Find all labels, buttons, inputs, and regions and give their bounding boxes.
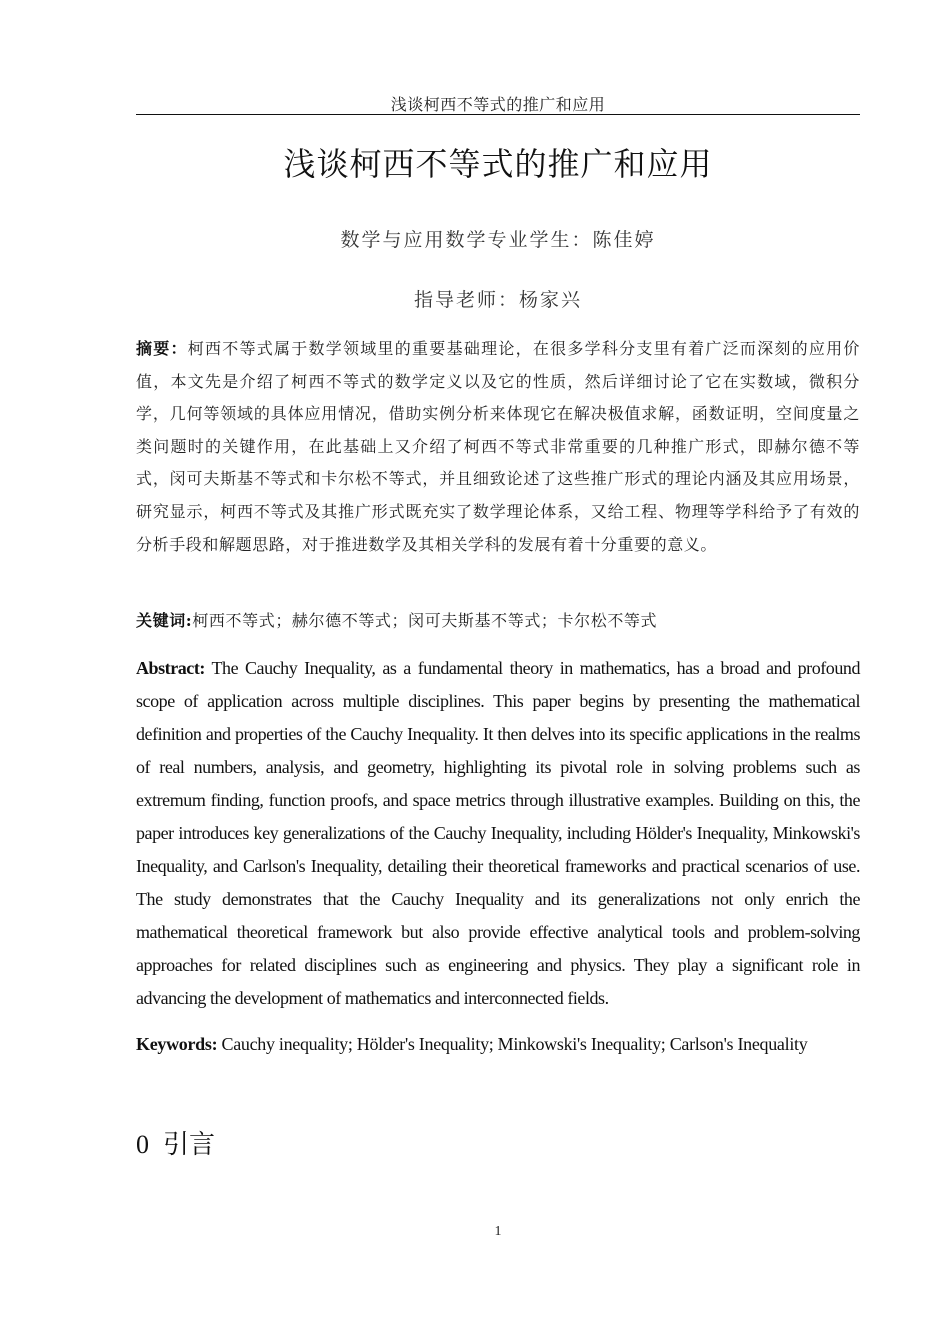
english-keywords (136, 1030, 860, 1058)
section-number: 0 (136, 1130, 149, 1159)
english-abstract-text: The Cauchy Inequality, as a fundamental theory in mathematics, has a broad and profound scope of application across multiple disciplines. This paper begins by presenting the mathematical definition and properties of the Cauchy Inequality. It then delves into its specific applications in the realms of real numbers, analysis, and geometry, highlighting its pivotal role in solving problems such as extremum finding, function proofs, and space metrics through illustrative examples. Building on this, the paper introduces key generalizations of the Cauchy Inequality, including Hölder's Inequality, Minkowski's Inequality, and Carlson's Inequality, detailing their theoretical frameworks and practical scenarios of use. The study demonstrates that the Cauchy Inequality and its generalizations not only enrich the mathematical theoretical framework but also provide effective analytical tools and problem-solving approaches for related disciplines such as engineering and physics. They play a significant role in advancing the development of mathematics and interconnected fields. (136, 658, 860, 1008)
chinese-keywords-text: 柯西不等式；赫尔德不等式；闵可夫斯基不等式；卡尔松不等式 (192, 611, 658, 630)
page-number: 1 (494, 1224, 502, 1239)
section-heading (136, 1124, 215, 1161)
author-line: 数学与应用数学专业学生：陈佳婷 (340, 229, 656, 251)
english-abstract (136, 652, 860, 1015)
chinese-keywords-label: 关键词: (136, 611, 193, 630)
chinese-abstract-text: 柯西不等式属于数学领域里的重要基础理论，在很多学科分支里有着广泛而深刻的应用价值，本文先是介绍了柯西不等式的数学定义以及它的性质，然后详细讨论了它在实数域，微积分学，几何等领域的具体应用情况，借助实例分析来体现它在解决极值求解，函数证明，空间度量之类问题时的关键作用，在此基础上又介绍了柯西不等式非常重要的几种推广形式，即赫尔德不等式，闵可夫斯基不等式和卡尔松不等式，并且细致论述了这些推广形式的理论内涵及其应用场景，研究显示，柯西不等式及其推广形式既充实了数学理论体系，又给工程、物理等学科给予了有效的分析手段和解题思路，对于推进数学及其相关学科的发展有着十分重要的意义。 (136, 339, 860, 554)
running-header: 浅谈柯西不等式的推广和应用 (390, 95, 606, 114)
english-keywords-text: Cauchy inequality; Hölder's Inequality; Minkowski's Inequality; Carlson's Inequality (217, 1034, 808, 1054)
section-title: 引言 (163, 1130, 216, 1160)
header-rule (136, 114, 860, 115)
english-abstract-label: Abstract: (136, 658, 205, 678)
advisor-line: 指导老师：杨家兴 (413, 289, 582, 311)
chinese-abstract-label: 摘要： (136, 339, 188, 358)
chinese-abstract (136, 333, 860, 561)
english-keywords-label: Keywords: (136, 1034, 218, 1054)
chinese-keywords (136, 607, 860, 635)
paper-title: 浅谈柯西不等式的推广和应用 (283, 145, 713, 183)
